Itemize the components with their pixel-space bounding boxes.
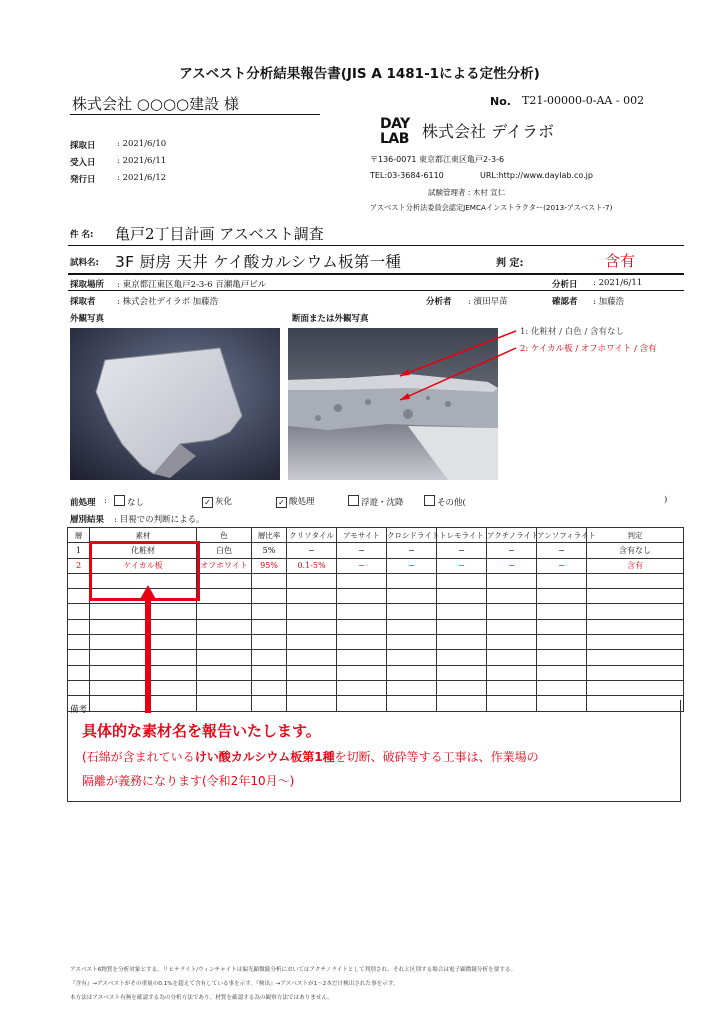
checker-label: 確認者 (552, 297, 578, 307)
exterior-photo-label: 外観写真 (70, 314, 105, 324)
client-name: 株式会社 ○○○○建設 様 (72, 95, 239, 113)
exterior-photo (70, 328, 280, 480)
sampling-date-label: 採取日 (70, 141, 96, 151)
test-manager: 試験管理者 : 木村 宣仁 (428, 188, 506, 197)
sampler-value: : 株式会社デイラボ 加藤浩 (117, 297, 219, 307)
cell-empty (387, 619, 437, 634)
cell-empty (287, 680, 337, 695)
cell-empty (287, 573, 337, 588)
header-amosite: アモサイト (337, 528, 387, 543)
header-anthophyllite: アンソフィライト (537, 528, 587, 543)
cell-empty (587, 589, 684, 604)
cell-empty (487, 635, 537, 650)
pretreat-acid-checkbox[interactable]: ✓ (276, 497, 287, 508)
checker-value: : 加藤浩 (593, 297, 625, 307)
cell-empty (537, 589, 587, 604)
cell-empty (68, 665, 90, 680)
cell-empty (487, 680, 537, 695)
cell-empty (287, 650, 337, 665)
cell-empty (197, 573, 252, 588)
company-name: 株式会社 デイラボ (422, 122, 554, 141)
received-date-label: 受入日 (70, 158, 96, 168)
cell-empty (587, 604, 684, 619)
cell-anthophyllite: − (537, 543, 587, 558)
subject-label: 件 名: (70, 230, 94, 240)
cell-empty (437, 635, 487, 650)
cell-empty (537, 665, 587, 680)
header-material: 素材 (90, 528, 197, 543)
cell-empty (537, 680, 587, 695)
sampling-place-label: 採取場所 (70, 280, 105, 290)
header-judgement: 判定 (587, 528, 684, 543)
cell-empty (387, 650, 437, 665)
cell-empty (197, 680, 252, 695)
cell-empty (197, 665, 252, 680)
remarks-label: 備考 (70, 705, 88, 715)
cell-layer: 2 (68, 558, 90, 573)
cell-empty (387, 573, 437, 588)
header-crocidolite: クロシドライト (387, 528, 437, 543)
table-row-empty (68, 619, 684, 634)
cell-empty (387, 589, 437, 604)
exterior-photo-graphic (70, 328, 280, 480)
pretreat-acid-label: 酸処理 (289, 497, 315, 507)
cell-empty (387, 604, 437, 619)
highlight-arrow (138, 585, 158, 715)
cell-layer: 1 (68, 543, 90, 558)
issue-date-value: : 2021/6/12 (117, 173, 167, 183)
cell-empty (487, 665, 537, 680)
sample-value: 3F 厨房 天井 ケイ酸カルシウム板第一種 (115, 253, 402, 271)
cell-empty (197, 589, 252, 604)
cell-empty (252, 589, 287, 604)
cell-chrysotile: − (287, 543, 337, 558)
cell-amosite: − (337, 558, 387, 573)
remarks-body-2: を切断、破砕等する工事は、作業場の (334, 750, 539, 764)
pretreat-float-label: 浮遊・沈降 (361, 498, 404, 508)
cell-empty (197, 635, 252, 650)
cell-empty (68, 680, 90, 695)
cell-amosite: − (337, 543, 387, 558)
cell-empty (437, 573, 487, 588)
cell-empty (287, 604, 337, 619)
cell-empty (68, 604, 90, 619)
subject-value: 亀戸2丁目計画 アスベスト調査 (115, 225, 324, 243)
cell-material: 化粧材 (90, 543, 197, 558)
issue-date-label: 発行日 (70, 175, 96, 185)
remarks-headline: 具体的な素材名を報告いたします。 (82, 722, 321, 740)
cell-empty (587, 665, 684, 680)
report-title: アスベスト分析結果報告書(JIS A 1481-1による定性分析) (179, 66, 540, 82)
sample-rule (68, 273, 684, 275)
photo-annotation-1: 1: 化粧材 / 白色 / 含有なし (520, 327, 625, 337)
table-row-empty (68, 665, 684, 680)
footnote-1: アスベスト6物質を分析対象とする。リヒテライト/ウィンチャイトは偏光顕微鏡分析においてはアクチノライトとして判別され、それと区別する場合は電子顕微鏡分析を要する。 (70, 967, 517, 973)
pretreat-ashing-label: 灰化 (215, 497, 233, 507)
cell-empty (437, 604, 487, 619)
cell-empty (68, 650, 90, 665)
cell-empty (387, 680, 437, 695)
report-no-value: T21-00000-0-AA - 002 (522, 94, 645, 107)
header-layer: 層 (68, 528, 90, 543)
highlight-arrow-shape (139, 585, 157, 713)
pretreat-ashing-checkbox[interactable]: ✓ (202, 497, 213, 508)
cell-judgement: 含有なし (587, 543, 684, 558)
table-row-empty (68, 635, 684, 650)
remarks-body-line2: 隔離が義務になります(令和2年10月〜) (82, 774, 295, 788)
cell-empty (337, 680, 387, 695)
cell-empty (252, 619, 287, 634)
cell-empty (337, 589, 387, 604)
company-url[interactable]: URL:http://www.daylab.co.jp (480, 171, 593, 180)
cell-empty (537, 604, 587, 619)
cell-empty (437, 665, 487, 680)
header-ratio: 層比率 (252, 528, 287, 543)
cell-empty (197, 604, 252, 619)
arrow-layer-1 (400, 331, 516, 376)
layer-result-label: 層別結果 (70, 515, 105, 525)
sampling-place-value: : 東京都江東区亀戸2-3-6 百瀬亀戸ビル (117, 280, 267, 290)
cell-empty (337, 604, 387, 619)
cell-empty (387, 665, 437, 680)
cell-empty (587, 573, 684, 588)
cell-empty (68, 573, 90, 588)
header-tremolite: トレモライト (437, 528, 487, 543)
company-address: 〒136-0071 東京都江東区亀戸2-3-6 (370, 155, 505, 164)
arrow-head-2 (400, 393, 410, 400)
cell-empty (587, 650, 684, 665)
cell-empty (287, 665, 337, 680)
cell-empty (197, 619, 252, 634)
cell-actinolite: − (487, 558, 537, 573)
pretreat-float-checkbox[interactable] (348, 495, 359, 506)
cell-empty (68, 635, 90, 650)
table-row-empty (68, 680, 684, 695)
footnote-2: 『含有』→アスベストがその重量の0.1%を超えて含有している事を示す。『検出』→アスベストが1〜2本だけ検出された事を示す。 (70, 981, 399, 987)
cell-empty (68, 619, 90, 634)
cell-empty (252, 635, 287, 650)
report-no-label: No. (490, 95, 511, 108)
cell-empty (437, 650, 487, 665)
subject-rule (68, 245, 684, 246)
sampler-label: 採取者 (70, 297, 96, 307)
cell-empty (387, 635, 437, 650)
remarks-body-bold: けい酸カルシウム板第1種 (194, 750, 335, 764)
cell-empty (287, 619, 337, 634)
cell-empty (537, 573, 587, 588)
cell-empty (337, 573, 387, 588)
cell-crocidolite: − (387, 558, 437, 573)
layer-result-value: : 目視での判断による。 (114, 515, 205, 525)
company-logo-bottom: LAB (380, 131, 409, 147)
cell-material: ケイカル板 (90, 558, 197, 573)
cell-empty (252, 573, 287, 588)
pretreat-other-checkbox[interactable] (424, 495, 435, 506)
cell-empty (487, 573, 537, 588)
cell-ratio: 95% (252, 558, 287, 573)
footnote-3: 本方法はアスベスト有無を確認する為の分析方法であり、材質を確認する為の観察方法ではありません。 (70, 995, 334, 1001)
header-color: 色 (197, 528, 252, 543)
arrow-head-1 (400, 369, 410, 376)
cell-tremolite: − (437, 558, 487, 573)
cell-empty (68, 589, 90, 604)
pretreat-none-label: なし (127, 498, 145, 508)
cell-empty (587, 635, 684, 650)
received-date-value: : 2021/6/11 (117, 156, 167, 166)
cell-empty (437, 589, 487, 604)
section-photo (288, 328, 498, 480)
pretreatment-label: 前処理 (70, 498, 96, 508)
cell-empty (287, 589, 337, 604)
pretreat-acid[interactable] (276, 495, 315, 508)
arrow-layer-2 (400, 348, 516, 400)
pretreat-close-paren: ) (664, 495, 668, 505)
analyst-value: : 濱田早苗 (468, 297, 508, 307)
analyst-label: 分析者 (426, 297, 452, 307)
sampling-date-value: : 2021/6/10 (117, 139, 167, 149)
cell-empty (587, 680, 684, 695)
cell-empty (337, 665, 387, 680)
section-photo-label: 断面または外観写真 (292, 314, 369, 324)
cell-ratio: 5% (252, 543, 287, 558)
cell-tremolite: − (437, 543, 487, 558)
sampling-rule (68, 290, 684, 291)
pretreat-other-label: その他( (437, 498, 466, 508)
cell-empty (337, 650, 387, 665)
cell-empty (252, 650, 287, 665)
cell-empty (252, 604, 287, 619)
photo-annotation-2: 2: ケイカル板 / オフホワイト / 含有 (520, 344, 657, 354)
cell-color: オフホワイト (197, 558, 252, 573)
cell-empty (487, 650, 537, 665)
cell-empty (487, 589, 537, 604)
cell-empty (537, 635, 587, 650)
company-logo-top: DAY (380, 116, 410, 132)
company-tel: TEL:03-3684-6110 (370, 171, 444, 180)
remarks-body-line1 (82, 748, 539, 765)
cell-empty (197, 650, 252, 665)
header-chrysotile: クリソタイル (287, 528, 337, 543)
pretreat-none-checkbox[interactable] (114, 495, 125, 506)
remarks-body-1: (石綿が含まれている (82, 750, 195, 764)
cell-empty (437, 680, 487, 695)
judge-label: 判 定: (496, 258, 524, 269)
cell-empty (337, 619, 387, 634)
pretreat-none[interactable] (114, 495, 144, 508)
cell-empty (487, 619, 537, 634)
cell-empty (487, 604, 537, 619)
certification: アスベスト分析法委員会認定JEMCAインストラクター(2013-アスベスト-7) (370, 203, 613, 212)
cell-empty (587, 619, 684, 634)
annotation-arrows (288, 328, 498, 480)
pretreat-other[interactable] (424, 495, 466, 508)
cell-empty (252, 680, 287, 695)
cell-empty (252, 665, 287, 680)
analysis-date-label: 分析日 (552, 280, 578, 290)
cell-empty (537, 619, 587, 634)
cell-anthophyllite: − (537, 558, 587, 573)
pretreat-float[interactable] (348, 495, 404, 508)
table-row-empty (68, 650, 684, 665)
cell-empty (287, 635, 337, 650)
sample-label: 試料名: (70, 258, 99, 268)
cell-judgement: 含有 (587, 558, 684, 573)
cell-crocidolite: − (387, 543, 437, 558)
cell-chrysotile: 0.1-5% (287, 558, 337, 573)
cell-color: 白色 (197, 543, 252, 558)
cell-actinolite: − (487, 543, 537, 558)
table-row-empty (68, 604, 684, 619)
judge-value: 含有 (605, 252, 636, 270)
header-actinolite: アクチノライト (487, 528, 537, 543)
cell-empty (337, 635, 387, 650)
client-underline (70, 114, 320, 115)
analysis-date-value: : 2021/6/11 (593, 278, 643, 288)
pretreat-ashing[interactable] (202, 495, 232, 508)
cell-empty (437, 619, 487, 634)
cell-empty (537, 650, 587, 665)
